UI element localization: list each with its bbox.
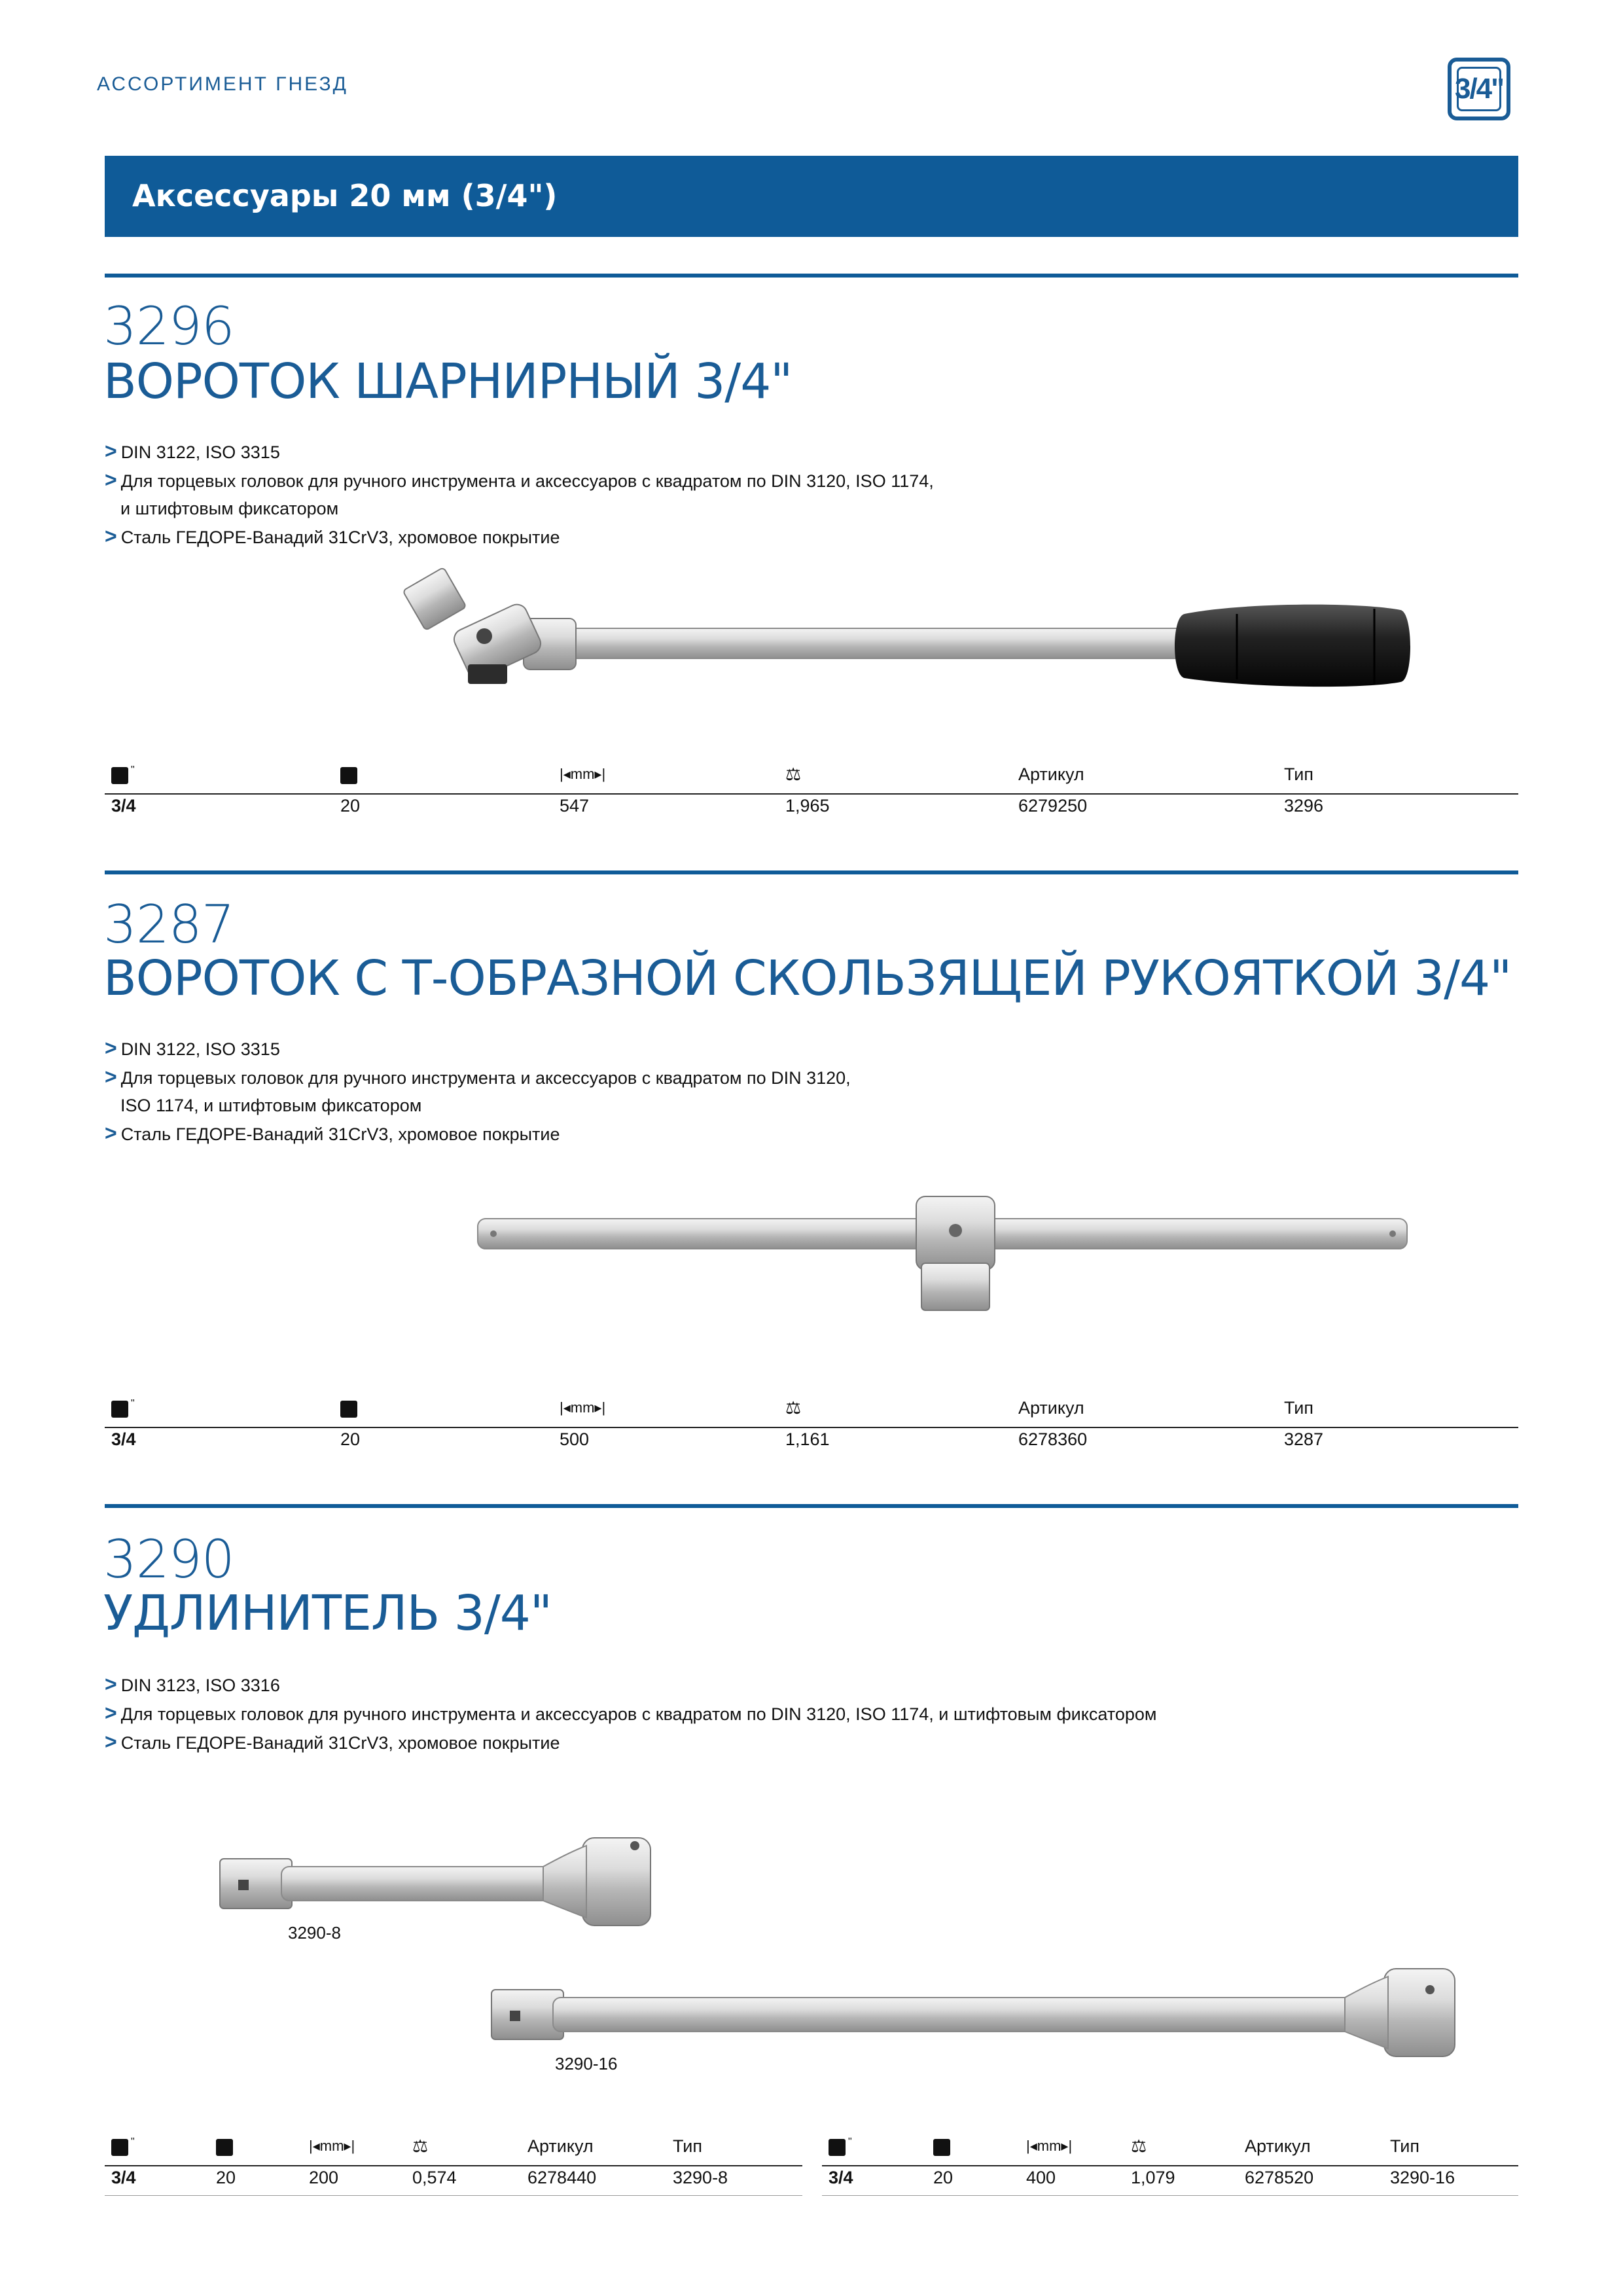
feature-item-continued: ISO 1174, и штифтовым фиксатором [120, 1096, 422, 1115]
cell-type: 3290-16 [1390, 2168, 1455, 2187]
section-divider [105, 1504, 1518, 1508]
cell-article: 6278440 [527, 2168, 597, 2187]
page-header-label: АССОРТИМЕНТ ГНЕЗД [97, 73, 348, 95]
extension-bar-short-image [216, 1833, 661, 1931]
table-header-divider [105, 793, 1518, 795]
cell-length: 500 [560, 1429, 590, 1449]
chevron-right-icon: > [105, 1730, 117, 1753]
feature-item: > Сталь ГЕДОРЕ-Ванадий 31CrV3, хромовое покрытие [105, 1121, 560, 1145]
cell-length: 400 [1026, 2168, 1056, 2187]
length-arrows-icon: |◂ [560, 766, 571, 782]
product-title: УДЛИНИТЕЛЬ 3/4" [103, 1585, 552, 1641]
length-arrows-icon: |◂ [309, 2138, 320, 2154]
col-header-weight [412, 2136, 428, 2157]
col-header-type: Тип [1284, 1398, 1314, 1418]
size-badge [1448, 58, 1510, 120]
scale-icon: ⚖ [785, 764, 802, 784]
col-header-article: Артикул [1245, 2136, 1311, 2156]
col-header-square-mm [340, 1398, 357, 1418]
chevron-right-icon: > [105, 1672, 117, 1696]
cell-square-mm: 20 [216, 2168, 236, 2187]
cell-square-inch: 3/4 [111, 1429, 136, 1449]
product-number: 3296 [103, 296, 234, 357]
section-divider [105, 870, 1518, 874]
image-caption: 3290-8 [288, 1923, 341, 1943]
cell-weight: 0,574 [412, 2168, 457, 2187]
col-header-length: |◂mm▸| [560, 1399, 606, 1416]
image-caption: 3290-16 [555, 2054, 618, 2073]
col-header-square-inch: " [829, 2136, 852, 2157]
feature-item-continued: и штифтовым фиксатором [120, 499, 339, 518]
square-drive-icon [111, 2139, 128, 2156]
feature-item: > Для торцевых головок для ручного инструмента и аксессуаров с квадратом по DIN 3120, ISO 1174, [105, 468, 934, 492]
feature-item: > Сталь ГЕДОРЕ-Ванадий 31CrV3, хромовое покрытие [105, 524, 560, 548]
feature-list [105, 1670, 1156, 1757]
length-arrows-icon: |◂ [1026, 2138, 1037, 2154]
cell-square-inch: 3/4 [111, 2168, 136, 2187]
cell-square-mm: 20 [340, 1429, 361, 1449]
section-divider [105, 274, 1518, 278]
cell-type: 3290-8 [673, 2168, 728, 2187]
chevron-right-icon: > [105, 1701, 117, 1725]
chevron-right-icon: > [105, 468, 117, 492]
table-header-divider [105, 2165, 802, 2166]
cell-type: 3287 [1284, 1429, 1324, 1449]
col-header-type: Тип [1390, 2136, 1420, 2156]
t-handle-image [471, 1191, 1420, 1316]
col-header-square-mm [933, 2136, 950, 2157]
cell-square-mm: 20 [933, 2168, 954, 2187]
feature-item: > Для торцевых головок для ручного инструмента и аксессуаров с квадратом по DIN 3120, [105, 1065, 851, 1088]
banner-title: Аксессуары 20 мм (3/4") [132, 178, 558, 213]
table-header-divider [105, 1427, 1518, 1428]
col-header-length: |◂mm▸| [309, 2138, 355, 2154]
square-drive-icon [340, 1401, 357, 1418]
cell-square-mm: 20 [340, 796, 361, 816]
col-header-article: Артикул [527, 2136, 594, 2156]
product-title: ВОРОТОК С Т-ОБРАЗНОЙ СКОЛЬЗЯЩЕЙ РУКОЯТКОЙ 3/4" [103, 950, 1512, 1007]
col-header-type: Тип [1284, 764, 1314, 784]
cell-square-inch: 3/4 [829, 2168, 853, 2187]
cell-type: 3296 [1284, 796, 1324, 816]
scale-icon: ⚖ [785, 1398, 802, 1418]
feature-item: > DIN 3123, ISO 3316 [105, 1672, 280, 1696]
chevron-right-icon: > [105, 1121, 117, 1145]
badge-text: 3/4" [1457, 67, 1501, 111]
cell-article: 6279250 [1018, 796, 1088, 816]
col-header-square-mm [216, 2136, 233, 2157]
cell-article: 6278520 [1245, 2168, 1314, 2187]
table-header-divider [822, 2165, 1518, 2166]
feature-item: > DIN 3122, ISO 3315 [105, 439, 280, 463]
product-number: 3287 [103, 894, 234, 955]
section-banner [105, 156, 1518, 237]
chevron-right-icon: > [105, 524, 117, 548]
square-drive-icon [340, 767, 357, 784]
square-drive-icon [111, 1401, 128, 1418]
feature-item: > Сталь ГЕДОРЕ-Ванадий 31CrV3, хромовое покрытие [105, 1730, 560, 1753]
square-drive-icon [829, 2139, 846, 2156]
cell-weight: 1,079 [1131, 2168, 1175, 2187]
square-drive-icon [933, 2139, 950, 2156]
cell-article: 6278360 [1018, 1429, 1088, 1449]
cell-square-inch: 3/4 [111, 796, 136, 816]
cell-weight: 1,161 [785, 1429, 830, 1449]
table-bottom-divider [822, 2195, 1518, 2196]
length-arrows-icon: |◂ [560, 1399, 571, 1416]
square-drive-icon [216, 2139, 233, 2156]
product-number: 3290 [103, 1529, 234, 1590]
col-header-length: |◂mm▸| [1026, 2138, 1073, 2154]
hinged-handle-image [393, 556, 1427, 700]
col-header-length: |◂mm▸| [560, 766, 606, 782]
scale-icon: ⚖ [412, 2136, 429, 2156]
col-header-square-inch: " [111, 2136, 135, 2157]
chevron-right-icon: > [105, 1036, 117, 1060]
feature-list [105, 437, 934, 551]
col-header-article: Артикул [1018, 1398, 1084, 1418]
chevron-right-icon: > [105, 439, 117, 463]
square-drive-icon [111, 767, 128, 784]
table-bottom-divider [105, 2195, 802, 2196]
feature-list [105, 1034, 851, 1148]
col-header-weight [1131, 2136, 1147, 2157]
col-header-weight [785, 764, 801, 785]
cell-length: 547 [560, 796, 590, 816]
product-title: ВОРОТОК ШАРНИРНЫЙ 3/4" [103, 353, 793, 410]
chevron-right-icon: > [105, 1065, 117, 1088]
scale-icon: ⚖ [1131, 2136, 1147, 2156]
col-header-type: Тип [673, 2136, 703, 2156]
extension-bar-long-image [488, 1964, 1463, 2062]
col-header-square-inch: " [111, 764, 135, 785]
col-header-square-mm [340, 764, 357, 785]
cell-length: 200 [309, 2168, 339, 2187]
col-header-weight [785, 1398, 801, 1418]
cell-weight: 1,965 [785, 796, 830, 816]
feature-item: > Для торцевых головок для ручного инструмента и аксессуаров с квадратом по DIN 3120, ISO 1174, и штифтовым фиксатором [105, 1701, 1157, 1725]
col-header-article: Артикул [1018, 764, 1084, 784]
col-header-square-inch: " [111, 1398, 135, 1418]
feature-item: > DIN 3122, ISO 3315 [105, 1036, 280, 1060]
